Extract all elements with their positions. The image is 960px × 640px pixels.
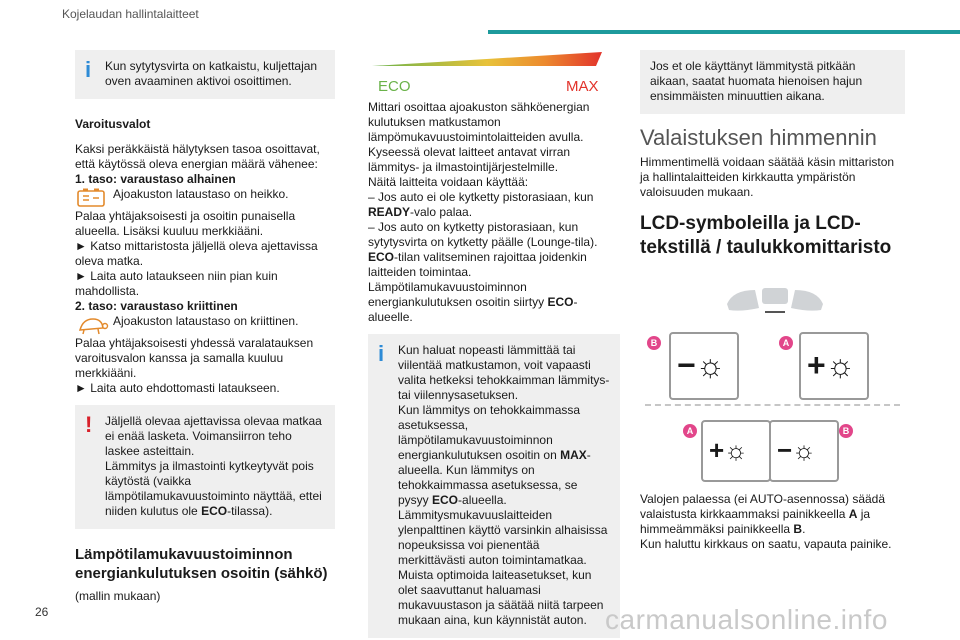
dimmer-intro: Himmentimellä voidaan säätää käsin mittariston ja hallintalaitteiden kirkkautta ympäristön valoisuuden mukaan. [640,155,895,199]
plus-sun-icon: +☼ [807,347,856,383]
badge-a-bottom: A [683,424,697,438]
level1-title: 1. taso: varaustaso alhainen [75,172,236,186]
lcd-heading: LCD-symboleilla ja LCD-tekstillä / taulukkomittaristo [640,213,892,258]
dim-button-b-lower[interactable] [769,420,839,482]
level2-text-a-label: Ajoakuston lataustaso on kriittinen. [113,314,299,328]
odor-note-text: Jos et ole käyttänyt lämmitystä pitkään aikaan, saatat huomata hienoisen hajun ensimmäisten minuuttien aikana. [650,59,863,103]
info-note [75,50,335,99]
turtle-icon [75,314,109,336]
warning-note-text-b [105,459,325,519]
dimmer-instruction-1 [640,492,905,537]
instr-post: . [802,522,806,536]
para-4-post: -valo palaa. [410,205,473,219]
warning-note-text-a: Jäljellä olevaa ajettavissa olevaa matkaa ei enää lasketa. Voimansiirron teho laskee asteittain. [105,414,322,458]
warning-lights-heading: Varoitusvalot [75,117,151,131]
warning-exclamation-icon: ! [85,412,93,437]
para-4-pre: – Jos auto ei ole kytketty pistorasiaan, kun [368,190,594,204]
instr-mid: ja himmeämmäksi painikkeella [640,507,871,536]
para-4 [368,190,620,220]
info-icon: i [378,341,385,366]
energy-gauge [368,50,608,100]
para-3: Näitä laitteita voidaan käyttää: [368,175,529,189]
gauge-bar [368,50,608,80]
dimmer-illustration [645,282,905,482]
para-2: Kyseessä olevat laitteet antavat virran lämmitys- ja ilmastointijärjestelmille. [368,145,571,174]
warning-note-b-eco: ECO [201,504,228,518]
para-6-post: -tilan valitseminen rajoittaa joidenkin laitteiden toimintaa. [368,250,587,279]
dashed-divider [645,404,900,406]
level2-text-b: Palaa yhtäjaksoisesti yhdessä varalatauksen varoitusvalon kanssa ja samalla kuuluu merkkiääni. [75,336,314,380]
para-7 [368,280,620,325]
warning-note [75,405,335,529]
warning-intro: Kaksi peräkkäistä hälytyksen tasoa osoittavat, että käytössä oleva energian määrä vähenee: [75,142,320,171]
info-icon: i [85,57,92,82]
dimmer-instructions [640,492,905,552]
instr-pre: Valojen palaessa (ei AUTO-asennossa) säädä valaistusta kirkkaammaksi painikkeella [640,492,886,521]
para-7-eco: ECO [547,295,574,309]
brighten-button-a[interactable] [799,332,869,400]
heating-note-2-post: -alueella. Kun lämmitys on tehokkaimmassa asetuksessa, se pysyy [398,448,591,507]
level1-text-c: ► Katso mittaristosta jäljellä oleva ajettavissa oleva matka. [75,239,318,268]
info-note-heating [368,334,620,638]
minus-sun-icon: −☼ [677,347,726,383]
section-subheading: (mallin mukaan) [75,589,161,603]
para-4-ready: READY [368,205,411,219]
badge-b-top: B [647,336,661,350]
level2-text-a [75,314,335,336]
max-label: MAX [566,78,599,95]
heating-note-2-pre: Kun lämmitys on tehokkaimmassa asetuksessa, lämpötilamukavuustoiminnon energiankulutuksen osoitin on [398,403,581,462]
dimmer-heading: Valaistuksen himmennin [640,125,877,150]
para-6 [368,250,620,280]
eco-label: ECO [378,78,411,95]
heating-note-2-max: MAX [560,448,587,462]
page-number: 26 [35,605,49,619]
battery-warning-icon [75,187,109,209]
watermark: carmanualsonline.info [605,604,888,635]
para-7-post: -alueelle. [368,295,578,324]
header-title: Kojelaudan hallintalaitteet [62,7,199,21]
heating-note-2-eco: ECO [432,493,459,507]
heating-note-3: Lämmitysmukavuuslaitteiden ylenpalttinen käyttö varsinkin alhaisissa nopeuksissa voi pienentää merkittävästi auton toimintamatkaa. [398,508,608,567]
para-5: – Jos auto on kytketty pistorasiaan, kun sytytysvirta on kytketty päälle (Lounge-tila). [368,220,598,249]
instrument-cluster-icon [645,282,905,322]
level2-text-c: ► Laita auto ehdottomasti lataukseen. [75,381,280,395]
minus-dashboard-sun-icon: −☼ [777,435,817,465]
level2-title: 2. taso: varaustaso kriittinen [75,299,238,313]
odor-note [640,50,905,114]
column-right [640,50,905,260]
para-6-eco: ECO [368,250,395,264]
heating-note-1: Kun haluat nopeasti lämmittää tai viilentää matkustamon, voit vapaasti valita hetkeksi tehokkaimman lämmitys- tai viilennysasetuksen. [398,343,610,402]
warning-note-b-pre: Lämmitys ja ilmastointi kytkeytyvät pois käytöstä (vaikka lämpötilamukavuustoiminto näyttää, ettei niiden kulutus ole [105,459,322,518]
instr-a: A [848,507,858,521]
brighten-button-a-lower[interactable] [701,420,771,482]
info-note-text: Kun sytytysvirta on katkaistu, kuljettajan oven avaaminen aktivoi osoittimen. [105,59,318,88]
heating-note-4: Muista optimoida laiteasetukset, kun olet saavuttanut haluamasi mukavuustason ja säätää niitä tarpeen mukaan aina, kun käynnistät auton. [398,568,604,627]
level1-text-a-label: Ajoakuston lataustaso on heikko. [113,187,289,201]
para-7-pre: Lämpötilamukavuustoiminnon energiankulutuksen osoitin siirtyy [368,280,548,309]
section-heading: Lämpötilamukavuustoiminnon energiankulutuksen osoitin (sähkö) [75,546,328,582]
level1-text-a [75,187,335,209]
badge-b-bottom: B [839,424,853,438]
dimmer-instruction-2: Kun haluttu kirkkaus on saatu, vapauta painike. [640,537,892,551]
heating-note-2 [398,403,610,508]
warning-note-b-post: -tilassa). [227,504,273,518]
header-accent-bar [488,30,960,34]
plus-dashboard-sun-icon: +☼ [709,435,749,465]
instr-b: B [793,522,803,536]
column-left [75,50,335,604]
level1-text-d: ► Laita auto latаukseen niin pian kuin mahdollista. [75,269,278,298]
badge-a-top: A [779,336,793,350]
para-1: Mittari osoittaa ajoakuston sähköenergian kulutuksen matkustamon lämpömukavuustoimintolaitteiden avulla. [368,100,590,144]
heating-note-2-end: -alueella. [458,493,507,507]
column-middle [368,50,620,638]
level1-text-b: Palaa yhtäjaksoisesti ja osoitin punaisella alueella. Lisäksi kuuluu merkkiääni. [75,209,296,238]
dim-button-b[interactable] [669,332,739,400]
